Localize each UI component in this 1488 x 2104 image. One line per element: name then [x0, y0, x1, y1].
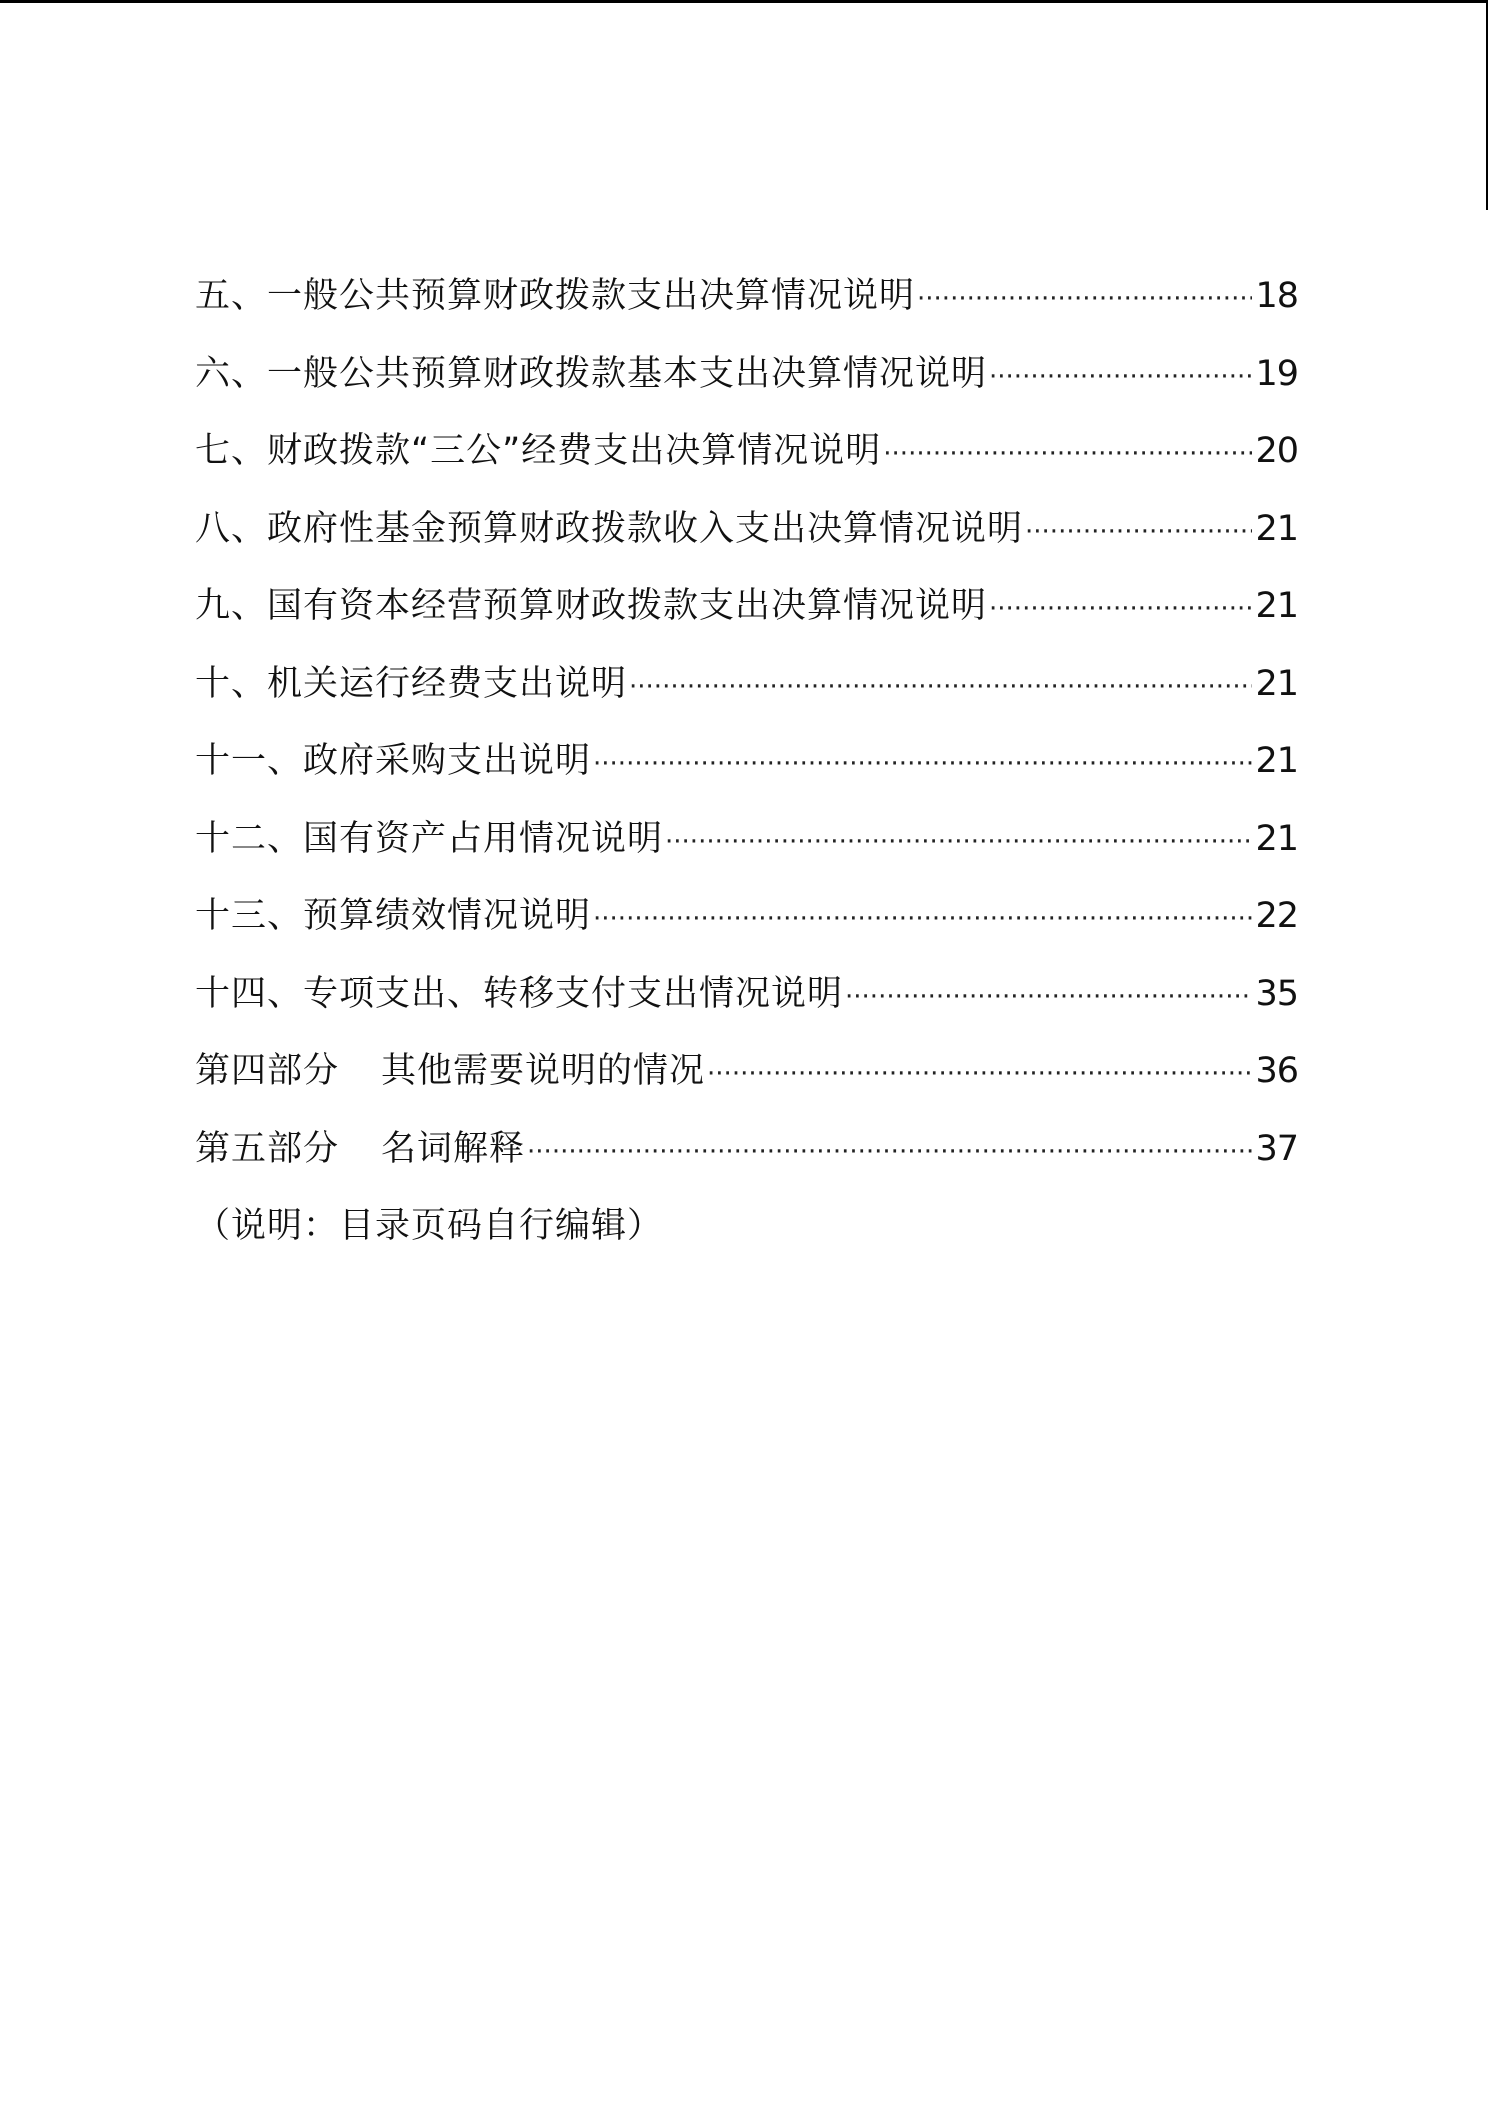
toc-entry-title: 十二、国有资产占用情况说明 — [195, 818, 664, 859]
toc-part-label: 第四部分 — [195, 1051, 340, 1091]
toc-dot-leader — [663, 815, 1252, 869]
toc-part-label: 第五部分 — [195, 1128, 340, 1169]
toc-page-number: 37 — [1255, 1128, 1298, 1169]
page-top-border — [0, 0, 1488, 3]
toc-dot-leader — [843, 970, 1252, 1024]
toc-entry-7[interactable] — [195, 424, 1298, 502]
toc-page-number: 21 — [1255, 741, 1298, 781]
toc-entry-title: 七、财政拨款“三公”经费支出决算情况说明 — [195, 431, 882, 471]
toc-dot-leader — [1023, 505, 1252, 559]
toc-entry-title — [195, 1122, 525, 1176]
toc-page-number: 21 — [1255, 818, 1298, 859]
toc-dot-leader — [987, 350, 1252, 404]
toc-page-number: 21 — [1255, 508, 1298, 549]
toc-entry-6[interactable] — [195, 347, 1298, 425]
toc-entry-5[interactable] — [195, 269, 1298, 347]
toc-part-title: 名词解释 — [381, 1128, 526, 1169]
toc-entry-title: 十四、专项支出、转移支付支出情况说明 — [195, 973, 844, 1014]
toc-entry-8[interactable] — [195, 502, 1298, 580]
toc-entry-title: 九、国有资本经营预算财政拨款支出决算情况说明 — [195, 586, 988, 626]
toc-entry-title: 十、机关运行经费支出说明 — [195, 663, 628, 704]
toc-entry-11[interactable] — [195, 734, 1298, 812]
toc-entry-12[interactable] — [195, 812, 1298, 890]
toc-entry-title: 十三、预算绩效情况说明 — [195, 896, 592, 936]
toc-page-number: 36 — [1255, 1051, 1298, 1091]
toc-page-number: 18 — [1255, 276, 1298, 316]
toc-page-number: 21 — [1255, 586, 1298, 626]
toc-page-number: 20 — [1255, 431, 1298, 471]
toc-note: （说明：目录页码自行编辑） — [195, 1206, 664, 1246]
toc-entry-10[interactable] — [195, 657, 1298, 735]
toc-dot-leader — [627, 660, 1252, 714]
toc-entry-part-5[interactable] — [195, 1122, 1298, 1200]
toc-dot-leader — [591, 892, 1252, 946]
toc-dot-leader — [915, 272, 1252, 326]
toc-page-number: 21 — [1255, 663, 1298, 704]
toc-dot-leader — [881, 427, 1252, 481]
table-of-contents — [195, 269, 1298, 1277]
toc-dot-leader — [525, 1125, 1252, 1179]
toc-page-number: 22 — [1255, 896, 1298, 936]
toc-page-number: 19 — [1255, 353, 1298, 394]
toc-entry-title: 六、一般公共预算财政拨款基本支出决算情况说明 — [195, 353, 988, 394]
toc-dot-leader — [987, 582, 1252, 636]
toc-entry-title: 十一、政府采购支出说明 — [195, 741, 592, 781]
toc-entry-part-4[interactable] — [195, 1044, 1298, 1122]
toc-dot-leader — [705, 1047, 1252, 1101]
toc-part-title: 其他需要说明的情况 — [381, 1051, 706, 1091]
toc-entry-9[interactable] — [195, 579, 1298, 657]
toc-page-number: 35 — [1255, 973, 1298, 1014]
toc-dot-leader — [591, 737, 1252, 791]
toc-entry-13[interactable] — [195, 889, 1298, 967]
toc-entry-title: 五、一般公共预算财政拨款支出决算情况说明 — [195, 276, 916, 316]
toc-entry-title — [195, 1044, 705, 1098]
toc-entry-14[interactable] — [195, 967, 1298, 1045]
toc-entry-title: 八、政府性基金预算财政拨款收入支出决算情况说明 — [195, 508, 1024, 549]
